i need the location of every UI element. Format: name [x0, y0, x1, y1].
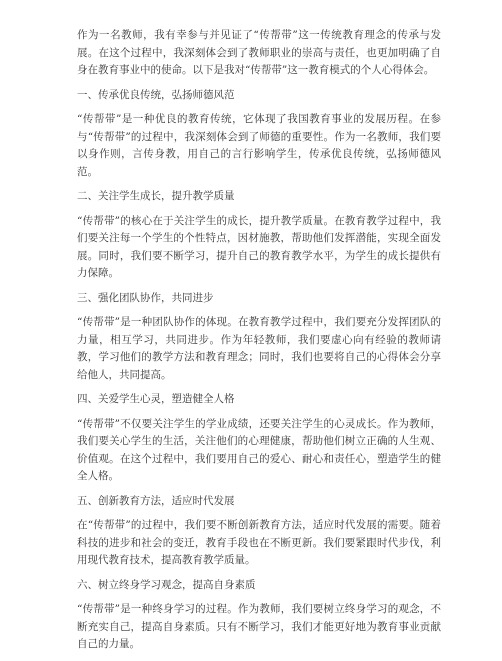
- section-3: [77, 290, 441, 385]
- section-body: 在“传帮带”的过程中，我们要不断创新教育方法，适应时代发展的需要。随着科技的进步和社会的变迁，教育手段也在不断更新。我们要紧跟时代步伐，利用现代教育技术，提高教育教学质量。: [77, 519, 441, 566]
- section-1: [77, 87, 441, 182]
- section-body: “传帮带”的核心在于关注学生的成长，提升教学质量。在教育教学过程中，我们要关注每一个学生的个性特点，因材施教，帮助他们发挥潜能，实现全面发展。同时，我们要不断学习，提升自己的教育教学水平，为学生的成长提供有力保障。: [77, 214, 441, 279]
- section-heading: 一、传承优良传统，弘扬师德风范: [77, 88, 235, 101]
- intro-paragraph: 作为一名教师，我有幸参与并见证了“传帮带”这一传统教育理念的传承与发展。在这个过程中，我深刻体会到了教师职业的崇高与责任，也更加明确了自身在教育事业中的使命。以下是我对“传帮带”这一教育模式的个人心得体会。: [77, 29, 441, 76]
- section-2: [77, 188, 441, 283]
- section-body: “传帮带”是一种终身学习的过程。作为教师，我们要树立终身学习的观念，不断充实自己，提高自身素质。只有不断学习，我们才能更好地为教育事业贡献自己的力量。: [77, 603, 441, 650]
- section-5: [77, 493, 441, 570]
- document-page: [77, 27, 441, 661]
- section-heading: 四、关爱学生心灵，塑造健全人格: [77, 393, 235, 405]
- section-body: “传帮带”不仅要关注学生的学业成绩，还要关注学生的心灵成长。作为教师，我们要关心学生的生活，关注他们的心理健康，帮助他们树立正确的人生观、价值观。在这个过程中，我们要用自己的爱心、耐心和责任心，塑造学生的健全人格。: [77, 417, 441, 482]
- section-body: “传帮带”是一种团队协作的体现。在教育教学过程中，我们要充分发挥团队的力量，相互学习，共同进步。作为年轻教师，我们要虚心向有经验的教师请教，学习他们的教学方法和教育理念；同时，我们也要将自己的心得体会分享给他人，共同提高。: [77, 316, 441, 381]
- section-heading: 二、关注学生成长，提升教学质量: [77, 190, 235, 202]
- section-4: [77, 391, 441, 486]
- section-6: [77, 577, 441, 654]
- section-heading: 六、树立终身学习观念，提高自身素质: [77, 578, 256, 591]
- section-heading: 五、创新教育方法，适应时代发展: [77, 494, 235, 507]
- section-heading: 三、强化团队协作，共同进步: [77, 291, 214, 304]
- section-body: “传帮带”是一种优良的教育传统，它体现了我国教育事业的发展历程。在参与“传帮带”的过程中，我深刻体会到了师德的重要性。作为一名教师，我们要以身作则，言传身教，用自己的言行影响学生，传承优良传统，弘扬师德风范。: [77, 113, 441, 178]
